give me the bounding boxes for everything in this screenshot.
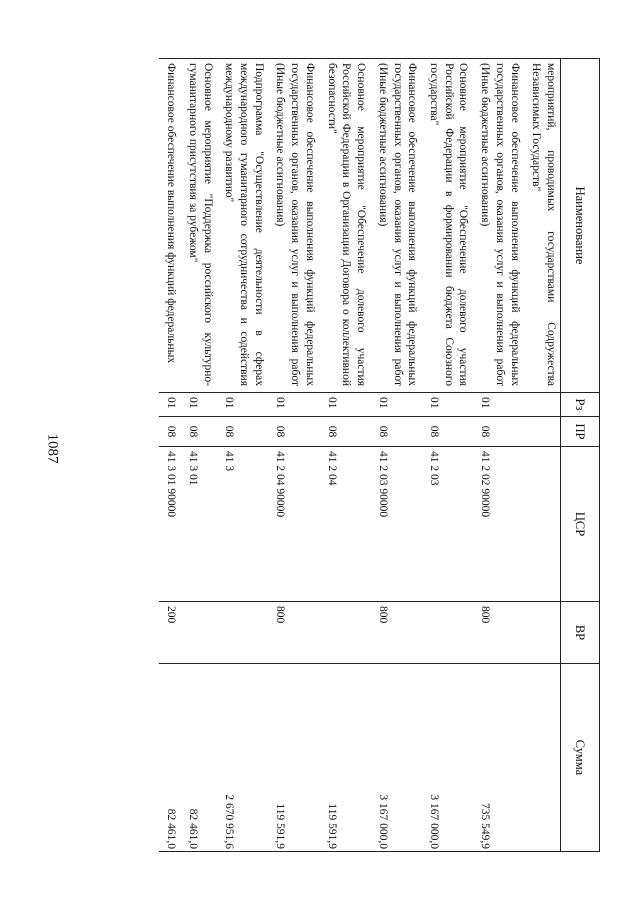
cell-csr: 41 2 03 90000 bbox=[371, 447, 422, 602]
cell-csr: 41 2 04 90000 bbox=[269, 447, 320, 602]
page-number: 1087 bbox=[44, 433, 61, 464]
table-row bbox=[473, 59, 524, 852]
cell-pr: 08 bbox=[371, 417, 422, 447]
table-row bbox=[159, 59, 181, 852]
cell-csr: 41 3 01 bbox=[181, 447, 217, 602]
cell-name: Финансовое обеспечение выполнения функций федеральных bbox=[159, 59, 181, 393]
cell-sum: 119 591,9 bbox=[320, 664, 371, 852]
cell-csr bbox=[525, 447, 561, 602]
cell-vr bbox=[218, 602, 269, 664]
table-row bbox=[181, 59, 217, 852]
cell-sum: 3 167 000,0 bbox=[371, 664, 422, 852]
cell-rz: 01 bbox=[159, 393, 181, 417]
cell-rz: 01 bbox=[371, 393, 422, 417]
cell-csr: 41 2 03 bbox=[422, 447, 473, 602]
cell-rz: 01 bbox=[473, 393, 524, 417]
cell-pr: 08 bbox=[218, 417, 269, 447]
cell-vr: 200 bbox=[159, 602, 181, 664]
cell-rz: 01 bbox=[422, 393, 473, 417]
cell-sum bbox=[525, 664, 561, 852]
cell-csr: 41 3 bbox=[218, 447, 269, 602]
cell-pr: 08 bbox=[269, 417, 320, 447]
header-vr: ВР bbox=[561, 602, 600, 664]
table-row bbox=[269, 59, 320, 852]
cell-sum: 3 167 000,0 bbox=[422, 664, 473, 852]
cell-rz: 01 bbox=[218, 393, 269, 417]
cell-name: Финансовое обеспечение выполнения функций федеральных государственных органов, оказания услуг и выполнения работ (Иные бюджетные ассигнования) bbox=[269, 59, 320, 393]
cell-rz: 01 bbox=[181, 393, 217, 417]
cell-vr: 800 bbox=[473, 602, 524, 664]
cell-pr: 08 bbox=[181, 417, 217, 447]
cell-vr bbox=[422, 602, 473, 664]
cell-vr: 800 bbox=[269, 602, 320, 664]
cell-name: Основное мероприятие "Обеспечение долевого участия Российской Федерации в формировании бюджета Союзного государства" bbox=[422, 59, 473, 393]
table-row bbox=[218, 59, 269, 852]
cell-name: мероприятий, проводимых государствами Содружества Независимых Государств" bbox=[525, 59, 561, 393]
cell-csr: 41 2 02 90000 bbox=[473, 447, 524, 602]
table-row bbox=[422, 59, 473, 852]
cell-pr: 08 bbox=[473, 417, 524, 447]
cell-vr bbox=[525, 602, 561, 664]
table-row bbox=[525, 59, 561, 852]
table-body bbox=[159, 59, 560, 852]
cell-vr bbox=[181, 602, 217, 664]
cell-sum: 119 591,9 bbox=[269, 664, 320, 852]
header-row bbox=[561, 59, 600, 852]
header-rz: Рз bbox=[561, 393, 600, 417]
header-sum: Сумма bbox=[561, 664, 600, 852]
cell-pr: 08 bbox=[422, 417, 473, 447]
cell-name: Основное мероприятие "Обеспечение долевого участия Российской Федерации в Организации Договора о коллективной безопасности" bbox=[320, 59, 371, 393]
cell-sum: 82 461,0 bbox=[181, 664, 217, 852]
cell-pr: 08 bbox=[320, 417, 371, 447]
cell-pr: 08 bbox=[159, 417, 181, 447]
cell-csr: 41 3 01 90000 bbox=[159, 447, 181, 602]
cell-sum: 735 549,9 bbox=[473, 664, 524, 852]
cell-vr bbox=[320, 602, 371, 664]
cell-sum: 2 670 951,6 bbox=[218, 664, 269, 852]
budget-table bbox=[159, 58, 600, 852]
header-name: Наименование bbox=[561, 59, 600, 393]
cell-rz: 01 bbox=[269, 393, 320, 417]
table-row bbox=[371, 59, 422, 852]
header-csr: ЦСР bbox=[561, 447, 600, 602]
budget-table-rotated bbox=[90, 58, 600, 851]
cell-name: Финансовое обеспечение выполнения функций федеральных государственных органов, оказания услуг и выполнения работ (Иные бюджетные ассигнования) bbox=[371, 59, 422, 393]
cell-rz bbox=[525, 393, 561, 417]
cell-name: Основное мероприятие "Поддержка российского культурно-гуманитарного присутствия за рубежом" bbox=[181, 59, 217, 393]
cell-sum: 82 461,0 bbox=[159, 664, 181, 852]
cell-vr: 800 bbox=[371, 602, 422, 664]
cell-pr bbox=[525, 417, 561, 447]
table-row bbox=[320, 59, 371, 852]
cell-csr: 41 2 04 bbox=[320, 447, 371, 602]
cell-rz: 01 bbox=[320, 393, 371, 417]
cell-name: Финансовое обеспечение выполнения функций федеральных государственных органов, оказания услуг и выполнения работ (Иные бюджетные ассигнования) bbox=[473, 59, 524, 393]
cell-name: Подпрограмма "Осуществление деятельности в сферах международного гуманитарного сотрудничества и содействия международному развитию" bbox=[218, 59, 269, 393]
header-pr: ПР bbox=[561, 417, 600, 447]
